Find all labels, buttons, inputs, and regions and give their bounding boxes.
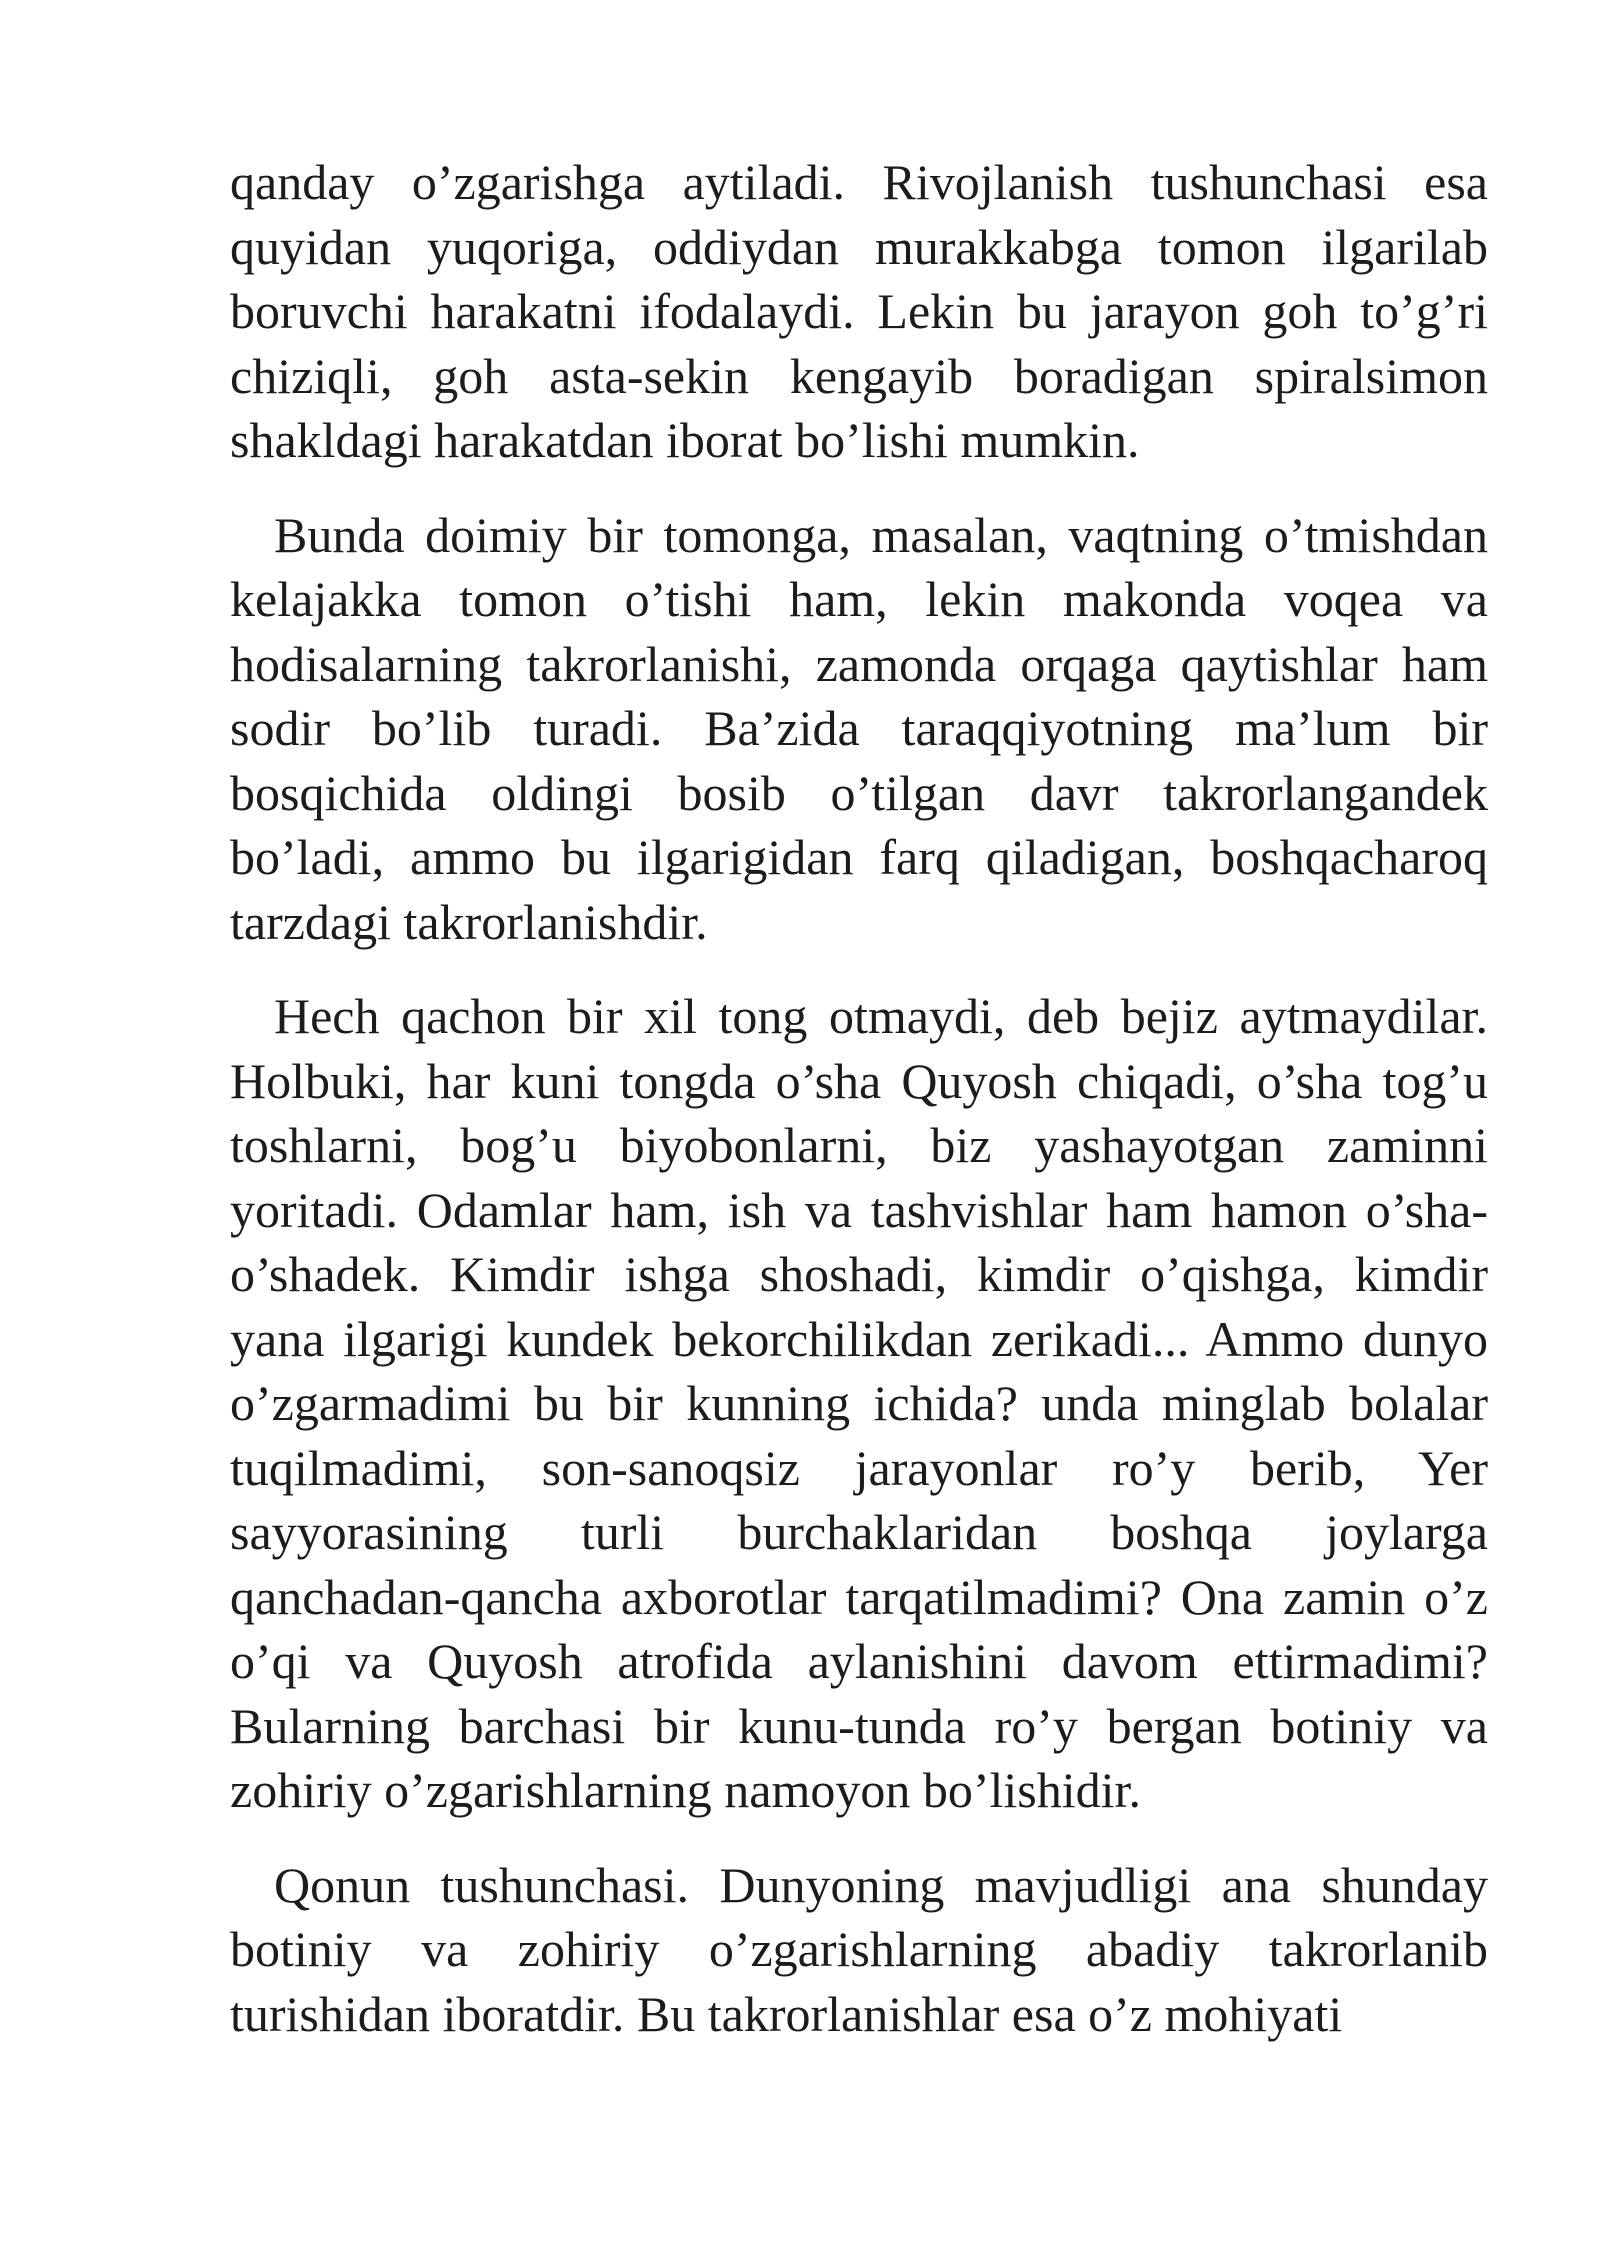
document-page <box>230 150 1488 2076</box>
paragraph-last: Qonun tushunchasi. Dunyoning mavjudligi ana shunday botiniy va zohiriy o’zgarishlarning abadiy takrorlanib turishidan iboratdir. Bu takrorlanishlar esa o’z mohiyati <box>230 1856 1488 2042</box>
paragraph: Bunda doimiy bir tomonga, masalan, vaqtning o’tmishdan kelajakka tomon o’tishi ham, lekin makonda voqea va hodisalarning takrorlanishi, zamonda orqaga qaytishlar ham sodir bo’lib turadi. Ba’zida taraqqiyotning ma’lum bir bosqichida oldingi bosib o’tilgan davr takrorlangandek bo’ladi, ammo bu ilgarigidan farq qiladigan, boshqacharoq tarzdagi takrorlanishdir. <box>230 506 1488 950</box>
paragraph: Hech qachon bir xil tong otmaydi, deb bejiz aytmaydilar. Holbuki, har kuni tongda o’sha Quyosh chiqadi, o’sha tog’u toshlarni, bog’u biyobonlarni, biz yashayotgan zaminni yoritadi. Odamlar ham, ish va tashvishlar ham hamon o’sha-o’shadek. Kimdir ishga shoshadi, kimdir o’qishga, kimdir yana ilgarigi kundek bekorchilikdan zerikadi... Ammo dunyo o’zgarmadimi bu bir kunning ichida? unda minglab bolalar tuqilmadimi, son-sanoqsiz jarayonlar ro’y berib, Yer sayyorasining turli burchaklaridan boshqa joylarga qanchadan-qancha axborotlar tarqatilmadimi? Ona zamin o’z o’qi va Quyosh atrofida aylanishini davom ettirmadimi? Bularning barchasi bir kunu-tunda ro’y bergan botiniy va zohiriy o’zgarishlarning namoyon bo’lishidir. <box>230 988 1488 1818</box>
paragraph-continued: qanday o’zgarishga aytiladi. Rivojlanish tushunchasi esa quyidan yuqoriga, oddiydan murakkabga tomon ilgarilab boruvchi harakatni ifodalaydi. Lekin bu jarayon goh to’g’ri chiziqli, goh asta-sekin kengayib boradigan spiralsimon shakldagi harakatdan iborat bo’lishi mumkin. <box>230 154 1488 468</box>
